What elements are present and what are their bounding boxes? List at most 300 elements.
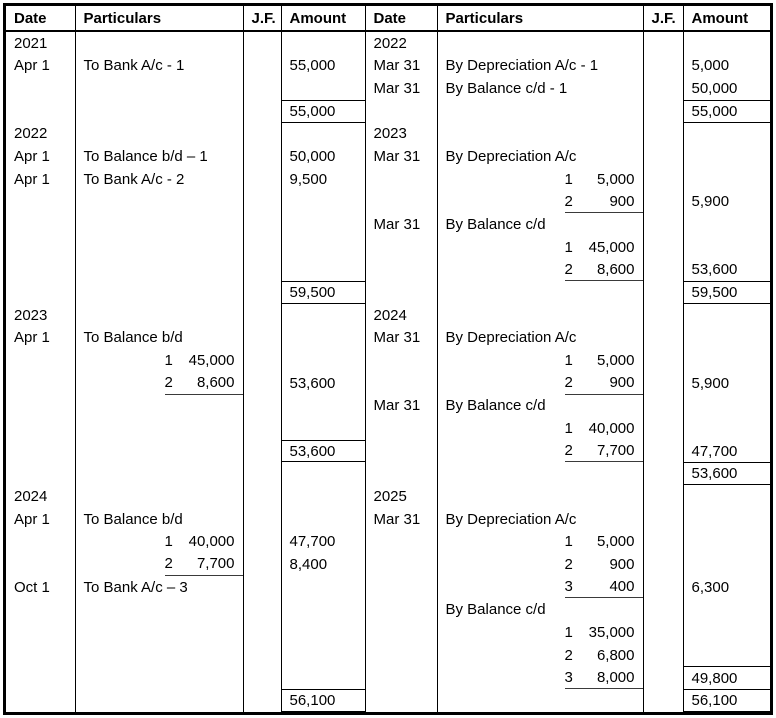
component-number: 2 bbox=[164, 555, 173, 573]
debit-jf-cell bbox=[244, 485, 282, 508]
credit-date-text: Mar 31 bbox=[373, 216, 421, 234]
debit-particulars-cell bbox=[76, 145, 244, 168]
debit-jf-cell bbox=[244, 259, 282, 282]
component-amount-block bbox=[565, 259, 643, 282]
debit-date-text: 2023 bbox=[14, 306, 48, 324]
table-row bbox=[6, 349, 770, 372]
debit-jf-cell bbox=[244, 213, 282, 236]
component-amount-block bbox=[165, 349, 243, 372]
credit-date-cell bbox=[366, 281, 438, 304]
debit-date-cell bbox=[6, 553, 76, 576]
debit-jf-cell bbox=[244, 395, 282, 418]
table-row bbox=[6, 304, 770, 327]
debit-particulars-cell bbox=[76, 372, 244, 395]
debit-amount-cell bbox=[282, 213, 366, 236]
debit-amount-cell bbox=[282, 55, 366, 78]
debit-date-cell bbox=[6, 191, 76, 214]
credit-amount-cell bbox=[684, 349, 771, 372]
credit-amount-cell bbox=[684, 576, 771, 599]
debit-particulars-cell bbox=[76, 644, 244, 667]
credit-amount-cell bbox=[684, 395, 771, 418]
credit-particulars-cell bbox=[438, 77, 644, 100]
table-row bbox=[6, 621, 770, 644]
credit-amount-cell bbox=[684, 213, 771, 236]
component-number: 1 bbox=[564, 533, 573, 551]
credit-amount-value: 5,900 bbox=[691, 193, 730, 211]
credit-amount-cell bbox=[684, 145, 771, 168]
table-row bbox=[6, 417, 770, 440]
credit-amount-value: 47,700 bbox=[691, 442, 738, 460]
debit-jf-cell bbox=[244, 689, 282, 712]
header-amount-debit: Amount bbox=[282, 6, 366, 30]
credit-particulars-cell bbox=[438, 666, 644, 689]
component-value: 7,700 bbox=[196, 555, 235, 573]
credit-amount-cell bbox=[684, 440, 771, 463]
component-amount-block bbox=[565, 440, 643, 463]
debit-amount-cell bbox=[282, 417, 366, 440]
credit-particulars-cell bbox=[438, 372, 644, 395]
credit-particulars-cell bbox=[438, 576, 644, 599]
component-value: 7,700 bbox=[596, 442, 635, 460]
credit-jf-cell bbox=[644, 168, 684, 191]
credit-particulars-cell bbox=[438, 553, 644, 576]
debit-particulars-cell bbox=[76, 417, 244, 440]
debit-date-cell bbox=[6, 213, 76, 236]
table-row bbox=[6, 395, 770, 418]
component-value: 40,000 bbox=[588, 419, 635, 437]
debit-amount-cell bbox=[282, 598, 366, 621]
credit-particulars-cell bbox=[438, 621, 644, 644]
debit-amount-cell bbox=[282, 145, 366, 168]
credit-amount-cell bbox=[684, 327, 771, 350]
debit-date-text: Apr 1 bbox=[14, 170, 50, 188]
credit-jf-cell bbox=[644, 372, 684, 395]
component-number: 3 bbox=[564, 668, 573, 686]
debit-date-cell bbox=[6, 259, 76, 282]
debit-jf-cell bbox=[244, 281, 282, 304]
debit-jf-cell bbox=[244, 236, 282, 259]
credit-jf-cell bbox=[644, 327, 684, 350]
debit-jf-cell bbox=[244, 598, 282, 621]
component-value: 900 bbox=[609, 555, 635, 573]
credit-particulars-cell bbox=[438, 644, 644, 667]
credit-date-cell bbox=[366, 621, 438, 644]
credit-jf-cell bbox=[644, 485, 684, 508]
table-row bbox=[6, 123, 770, 146]
component-value: 900 bbox=[609, 192, 635, 210]
credit-jf-cell bbox=[644, 191, 684, 214]
credit-amount-value: 5,000 bbox=[691, 57, 730, 75]
debit-date-cell bbox=[6, 145, 76, 168]
component-number: 1 bbox=[564, 623, 573, 641]
credit-jf-cell bbox=[644, 55, 684, 78]
credit-amount-cell bbox=[684, 168, 771, 191]
debit-particulars-text: To Balance b/d bbox=[83, 510, 183, 528]
debit-date-cell bbox=[6, 281, 76, 304]
component-value: 400 bbox=[609, 578, 635, 596]
credit-date-text: 2023 bbox=[373, 125, 407, 143]
credit-particulars-cell bbox=[438, 145, 644, 168]
credit-date-text: 2022 bbox=[373, 34, 407, 52]
credit-jf-cell bbox=[644, 100, 684, 123]
credit-particulars-cell bbox=[438, 530, 644, 553]
credit-amount-value: 50,000 bbox=[691, 80, 738, 98]
credit-amount-cell bbox=[684, 281, 771, 304]
debit-particulars-cell bbox=[76, 576, 244, 599]
debit-amount-cell bbox=[282, 440, 366, 463]
component-amount-block bbox=[565, 372, 643, 395]
credit-amount-value: 56,100 bbox=[691, 691, 738, 709]
credit-particulars-text: By Depreciation A/c bbox=[445, 329, 577, 347]
component-number: 2 bbox=[564, 646, 573, 664]
debit-date-cell bbox=[6, 395, 76, 418]
credit-amount-cell bbox=[684, 666, 771, 689]
debit-particulars-text: To Bank A/c - 1 bbox=[83, 57, 185, 75]
credit-date-cell bbox=[366, 100, 438, 123]
debit-amount-value: 8,400 bbox=[289, 555, 328, 573]
debit-particulars-cell bbox=[76, 598, 244, 621]
credit-amount-cell bbox=[684, 462, 771, 485]
credit-jf-cell bbox=[644, 417, 684, 440]
debit-amount-cell bbox=[282, 168, 366, 191]
debit-date-cell bbox=[6, 689, 76, 712]
credit-particulars-cell bbox=[438, 598, 644, 621]
debit-amount-cell bbox=[282, 304, 366, 327]
debit-amount-value: 55,000 bbox=[289, 102, 336, 120]
debit-jf-cell bbox=[244, 530, 282, 553]
credit-particulars-cell bbox=[438, 213, 644, 236]
credit-date-cell bbox=[366, 508, 438, 531]
credit-jf-cell bbox=[644, 236, 684, 259]
credit-date-cell bbox=[366, 462, 438, 485]
component-amount-block bbox=[165, 530, 243, 553]
header-jf-debit: J.F. bbox=[244, 6, 282, 30]
table-row bbox=[6, 372, 770, 395]
credit-amount-cell bbox=[684, 32, 771, 55]
credit-particulars-text: By Depreciation A/c - 1 bbox=[445, 57, 599, 75]
credit-particulars-text: By Balance c/d bbox=[445, 601, 546, 619]
credit-date-cell bbox=[366, 417, 438, 440]
debit-jf-cell bbox=[244, 191, 282, 214]
debit-particulars-cell bbox=[76, 508, 244, 531]
credit-date-text: Mar 31 bbox=[373, 510, 421, 528]
credit-particulars-text: By Balance c/d - 1 bbox=[445, 80, 568, 98]
table-row bbox=[6, 327, 770, 350]
component-number: 1 bbox=[564, 352, 573, 370]
header-date-debit: Date bbox=[6, 6, 76, 30]
debit-amount-value: 53,600 bbox=[289, 374, 336, 392]
credit-date-cell bbox=[366, 77, 438, 100]
debit-particulars-cell bbox=[76, 530, 244, 553]
credit-jf-cell bbox=[644, 440, 684, 463]
debit-jf-cell bbox=[244, 553, 282, 576]
credit-amount-cell bbox=[684, 530, 771, 553]
credit-particulars-cell bbox=[438, 327, 644, 350]
header-particulars-credit: Particulars bbox=[438, 6, 644, 30]
debit-jf-cell bbox=[244, 462, 282, 485]
debit-amount-value: 47,700 bbox=[289, 533, 336, 551]
debit-date-text: Apr 1 bbox=[14, 57, 50, 75]
debit-date-cell bbox=[6, 123, 76, 146]
debit-date-cell bbox=[6, 168, 76, 191]
credit-jf-cell bbox=[644, 621, 684, 644]
debit-date-text: Oct 1 bbox=[14, 578, 50, 596]
credit-particulars-text: By Balance c/d bbox=[445, 216, 546, 234]
debit-jf-cell bbox=[244, 349, 282, 372]
debit-amount-value: 59,500 bbox=[289, 284, 336, 302]
debit-jf-cell bbox=[244, 77, 282, 100]
debit-particulars-cell bbox=[76, 213, 244, 236]
debit-jf-cell bbox=[244, 576, 282, 599]
credit-particulars-cell bbox=[438, 123, 644, 146]
debit-date-cell bbox=[6, 530, 76, 553]
debit-amount-value: 50,000 bbox=[289, 148, 336, 166]
debit-jf-cell bbox=[244, 508, 282, 531]
debit-amount-cell bbox=[282, 349, 366, 372]
component-value: 5,000 bbox=[596, 533, 635, 551]
credit-date-text: Mar 31 bbox=[373, 397, 421, 415]
component-amount-block bbox=[565, 349, 643, 372]
component-number: 1 bbox=[564, 170, 573, 188]
debit-jf-cell bbox=[244, 32, 282, 55]
debit-jf-cell bbox=[244, 123, 282, 146]
component-number: 2 bbox=[164, 374, 173, 392]
component-amount-block bbox=[565, 168, 643, 191]
component-amount-block bbox=[565, 553, 643, 576]
component-value: 40,000 bbox=[188, 533, 235, 551]
debit-date-cell bbox=[6, 327, 76, 350]
debit-particulars-text: To Bank A/c – 3 bbox=[83, 578, 188, 596]
debit-date-cell bbox=[6, 621, 76, 644]
component-amount-block bbox=[565, 576, 643, 599]
debit-date-cell bbox=[6, 77, 76, 100]
component-value: 45,000 bbox=[188, 352, 235, 370]
table-row bbox=[6, 440, 770, 463]
credit-jf-cell bbox=[644, 598, 684, 621]
credit-particulars-cell bbox=[438, 281, 644, 304]
debit-date-cell bbox=[6, 440, 76, 463]
credit-date-cell bbox=[366, 689, 438, 712]
debit-particulars-text: To Balance b/d – 1 bbox=[83, 148, 208, 166]
debit-particulars-cell bbox=[76, 689, 244, 712]
debit-date-cell bbox=[6, 508, 76, 531]
debit-jf-cell bbox=[244, 644, 282, 667]
debit-particulars-cell bbox=[76, 168, 244, 191]
component-value: 5,000 bbox=[596, 352, 635, 370]
debit-particulars-cell bbox=[76, 236, 244, 259]
credit-amount-cell bbox=[684, 372, 771, 395]
credit-date-cell bbox=[366, 259, 438, 282]
debit-date-cell bbox=[6, 32, 76, 55]
credit-particulars-cell bbox=[438, 236, 644, 259]
component-value: 5,000 bbox=[596, 170, 635, 188]
debit-date-text: Apr 1 bbox=[14, 329, 50, 347]
credit-amount-cell bbox=[684, 689, 771, 712]
table-row bbox=[6, 644, 770, 667]
component-value: 45,000 bbox=[588, 238, 635, 256]
debit-amount-cell bbox=[282, 485, 366, 508]
credit-amount-cell bbox=[684, 77, 771, 100]
credit-amount-value: 53,600 bbox=[691, 261, 738, 279]
credit-date-cell bbox=[366, 145, 438, 168]
table-row bbox=[6, 213, 770, 236]
credit-particulars-cell bbox=[438, 304, 644, 327]
credit-jf-cell bbox=[644, 576, 684, 599]
component-number: 2 bbox=[564, 374, 573, 392]
credit-date-cell bbox=[366, 327, 438, 350]
credit-amount-value: 53,600 bbox=[691, 465, 738, 483]
debit-date-cell bbox=[6, 304, 76, 327]
table-row bbox=[6, 55, 770, 78]
debit-amount-cell bbox=[282, 530, 366, 553]
credit-jf-cell bbox=[644, 666, 684, 689]
debit-particulars-cell bbox=[76, 55, 244, 78]
credit-particulars-cell bbox=[438, 462, 644, 485]
component-number: 1 bbox=[564, 419, 573, 437]
table-row bbox=[6, 145, 770, 168]
debit-amount-value: 53,600 bbox=[289, 442, 336, 460]
component-number: 1 bbox=[564, 238, 573, 256]
credit-particulars-cell bbox=[438, 349, 644, 372]
credit-date-text: 2025 bbox=[373, 487, 407, 505]
component-amount-block bbox=[565, 236, 643, 259]
component-value: 8,600 bbox=[196, 374, 235, 392]
debit-amount-value: 56,100 bbox=[289, 691, 336, 709]
debit-particulars-cell bbox=[76, 395, 244, 418]
component-amount-block bbox=[565, 417, 643, 440]
component-number: 2 bbox=[564, 192, 573, 210]
table-row bbox=[6, 77, 770, 100]
table-row bbox=[6, 236, 770, 259]
table-row bbox=[6, 32, 770, 55]
table-row bbox=[6, 168, 770, 191]
debit-amount-cell bbox=[282, 576, 366, 599]
credit-particulars-cell bbox=[438, 395, 644, 418]
credit-date-cell bbox=[366, 553, 438, 576]
credit-jf-cell bbox=[644, 349, 684, 372]
table-row bbox=[6, 689, 770, 712]
component-number: 2 bbox=[564, 442, 573, 460]
header-particulars-debit: Particulars bbox=[76, 6, 244, 30]
credit-particulars-cell bbox=[438, 168, 644, 191]
component-amount-block bbox=[165, 553, 243, 576]
credit-date-cell bbox=[366, 395, 438, 418]
debit-amount-cell bbox=[282, 553, 366, 576]
debit-jf-cell bbox=[244, 621, 282, 644]
debit-jf-cell bbox=[244, 440, 282, 463]
debit-amount-cell bbox=[282, 259, 366, 282]
debit-particulars-cell bbox=[76, 440, 244, 463]
debit-date-cell bbox=[6, 55, 76, 78]
credit-amount-cell bbox=[684, 598, 771, 621]
credit-date-cell bbox=[366, 440, 438, 463]
debit-date-cell bbox=[6, 644, 76, 667]
credit-date-cell bbox=[366, 32, 438, 55]
debit-date-cell bbox=[6, 576, 76, 599]
credit-particulars-cell bbox=[438, 440, 644, 463]
debit-particulars-cell bbox=[76, 349, 244, 372]
table-row bbox=[6, 666, 770, 689]
credit-amount-cell bbox=[684, 123, 771, 146]
table-row bbox=[6, 576, 770, 599]
component-amount-block bbox=[565, 644, 643, 667]
table-row bbox=[6, 598, 770, 621]
credit-date-cell bbox=[366, 372, 438, 395]
credit-date-cell bbox=[366, 485, 438, 508]
component-number: 2 bbox=[564, 555, 573, 573]
debit-particulars-cell bbox=[76, 191, 244, 214]
debit-jf-cell bbox=[244, 327, 282, 350]
debit-particulars-cell bbox=[76, 666, 244, 689]
table-row bbox=[6, 281, 770, 304]
debit-amount-cell bbox=[282, 327, 366, 350]
credit-amount-value: 6,300 bbox=[691, 578, 730, 596]
debit-date-cell bbox=[6, 349, 76, 372]
credit-amount-value: 55,000 bbox=[691, 102, 738, 120]
credit-date-cell bbox=[366, 304, 438, 327]
debit-particulars-cell bbox=[76, 259, 244, 282]
credit-date-text: 2024 bbox=[373, 306, 407, 324]
debit-jf-cell bbox=[244, 145, 282, 168]
table-row bbox=[6, 462, 770, 485]
credit-particulars-cell bbox=[438, 100, 644, 123]
debit-amount-cell bbox=[282, 372, 366, 395]
debit-jf-cell bbox=[244, 168, 282, 191]
debit-amount-cell bbox=[282, 666, 366, 689]
credit-date-text: Mar 31 bbox=[373, 329, 421, 347]
component-number: 1 bbox=[164, 352, 173, 370]
debit-date-cell bbox=[6, 666, 76, 689]
credit-amount-value: 49,800 bbox=[691, 669, 738, 687]
debit-amount-cell bbox=[282, 100, 366, 123]
debit-particulars-cell bbox=[76, 123, 244, 146]
debit-amount-cell bbox=[282, 644, 366, 667]
credit-jf-cell bbox=[644, 689, 684, 712]
credit-date-cell bbox=[366, 530, 438, 553]
header-date-credit: Date bbox=[366, 6, 438, 30]
table-row bbox=[6, 508, 770, 531]
credit-jf-cell bbox=[644, 553, 684, 576]
debit-date-text: 2024 bbox=[14, 487, 48, 505]
debit-particulars-cell bbox=[76, 553, 244, 576]
debit-date-text: 2021 bbox=[14, 34, 48, 52]
debit-particulars-cell bbox=[76, 281, 244, 304]
credit-amount-cell bbox=[684, 100, 771, 123]
credit-date-cell bbox=[366, 666, 438, 689]
credit-jf-cell bbox=[644, 530, 684, 553]
component-amount-block bbox=[565, 530, 643, 553]
credit-jf-cell bbox=[644, 462, 684, 485]
credit-jf-cell bbox=[644, 32, 684, 55]
debit-jf-cell bbox=[244, 55, 282, 78]
credit-jf-cell bbox=[644, 395, 684, 418]
table-row bbox=[6, 553, 770, 576]
component-value: 900 bbox=[609, 374, 635, 392]
component-value: 8,000 bbox=[596, 668, 635, 686]
component-amount-block bbox=[165, 372, 243, 395]
credit-date-text: Mar 31 bbox=[373, 80, 421, 98]
credit-particulars-cell bbox=[438, 417, 644, 440]
credit-date-cell bbox=[366, 123, 438, 146]
credit-amount-cell bbox=[684, 55, 771, 78]
debit-particulars-cell bbox=[76, 485, 244, 508]
component-number: 3 bbox=[564, 578, 573, 596]
component-value: 6,800 bbox=[596, 646, 635, 664]
debit-jf-cell bbox=[244, 372, 282, 395]
debit-date-cell bbox=[6, 598, 76, 621]
debit-jf-cell bbox=[244, 100, 282, 123]
debit-amount-cell bbox=[282, 32, 366, 55]
